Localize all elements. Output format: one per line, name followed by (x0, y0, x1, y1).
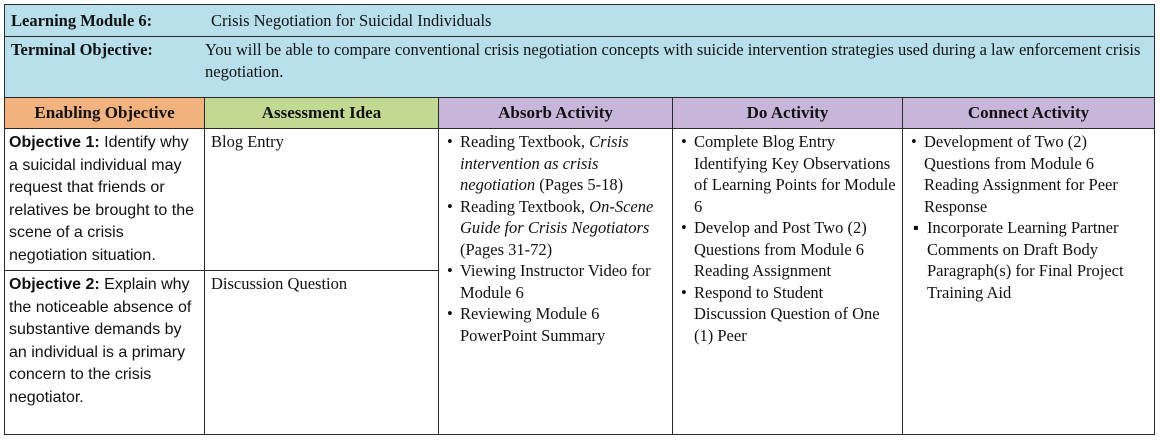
connect-activity-cell (903, 129, 1155, 435)
connect-item-1: • Development of Two (2) Questions from Module 6 Reading Assignment for Peer Response (911, 132, 1118, 216)
terminal-objective-label: Terminal Objective: (11, 40, 153, 59)
header-do-activity: Do Activity (673, 98, 903, 129)
connect-item-2: ▪ Incorporate Learning Partner Comments on Draft Body Paragraph(s) for Final Project Training Aid (913, 218, 1124, 302)
module-title: Crisis Negotiation for Suicidal Individuals (211, 10, 492, 30)
bullet-icon: • (447, 304, 453, 323)
absorb-item-3: • Viewing Instructor Video for Module 6 (447, 261, 651, 302)
assessment-1-text: Blog Entry (211, 132, 284, 151)
assessment-1-cell (205, 129, 439, 271)
do-activity-list (679, 131, 896, 346)
module-label: Learning Module 6: (11, 10, 153, 30)
terminal-objective-text: You will be able to compare conventional crisis negotiation concepts with suicide intervention strategies used during a law enforcement crisis negotiation. (205, 40, 1141, 81)
learning-module-table (4, 4, 1155, 435)
column-header-row (5, 98, 1155, 129)
header-absorb-activity: Absorb Activity (439, 98, 673, 129)
absorb-item-4: • Reviewing Module 6 PowerPoint Summary (447, 304, 606, 345)
module-table-wrapper (4, 4, 1154, 435)
assessment-2-cell (205, 271, 439, 435)
bullet-icon: • (447, 196, 453, 216)
do-item-2: • Develop and Post Two (2) Questions from Module 6 Reading Assignment (681, 218, 867, 280)
objective-1-label: Objective 1: (9, 134, 100, 151)
header-enabling-objective: Enabling Objective (5, 98, 205, 129)
assessment-2-text: Discussion Question (211, 274, 348, 293)
module-title-row (5, 5, 1155, 37)
module-title-cell (5, 5, 1155, 37)
absorb-item-2: • Reading Textbook, On-Scene Guide for Crisis Negotiators (Pages 31-72) (447, 196, 654, 259)
bullet-icon: • (447, 132, 453, 151)
bullet-icon: • (681, 218, 687, 237)
bullet-icon: • (911, 132, 917, 151)
bullet-icon: • (681, 132, 687, 151)
absorb-activity-list (445, 131, 666, 346)
header-assessment-idea: Assessment Idea (205, 98, 439, 129)
connect-activity-list (909, 131, 1148, 217)
bullet-icon: • (681, 282, 687, 302)
objective-1-text: Identify why a suicidal individual may request that friends or relatives be brought to the scene of a crisis negotiation situation. (9, 134, 195, 264)
objective-2-text: Explain why the noticeable absence of substantive demands by an individual is a primary concern to the crisis negotiator. (9, 276, 192, 406)
square-bullet-icon: ▪ (913, 218, 919, 237)
do-item-1: • Complete Blog Entry Identifying Key Observations of Learning Points for Module 6 (681, 132, 896, 216)
bullet-icon: • (447, 261, 453, 280)
objective-2-label: Objective 2: (9, 276, 100, 293)
do-item-3: • Respond to Student Discussion Question of One (1) Peer (681, 282, 880, 345)
terminal-objective-row (5, 37, 1155, 98)
connect-activity-list-2 (909, 217, 1148, 303)
objective-1-cell (5, 129, 205, 271)
header-connect-activity: Connect Activity (903, 98, 1155, 129)
terminal-objective-cell (5, 37, 1155, 98)
objective-2-cell (5, 271, 205, 435)
do-activity-cell (673, 129, 903, 435)
absorb-activity-cell (439, 129, 673, 435)
absorb-item-1: • Reading Textbook, Crisis intervention as crisis negotiation (Pages 5-18) (447, 132, 629, 194)
objective-row-1 (5, 129, 1155, 271)
